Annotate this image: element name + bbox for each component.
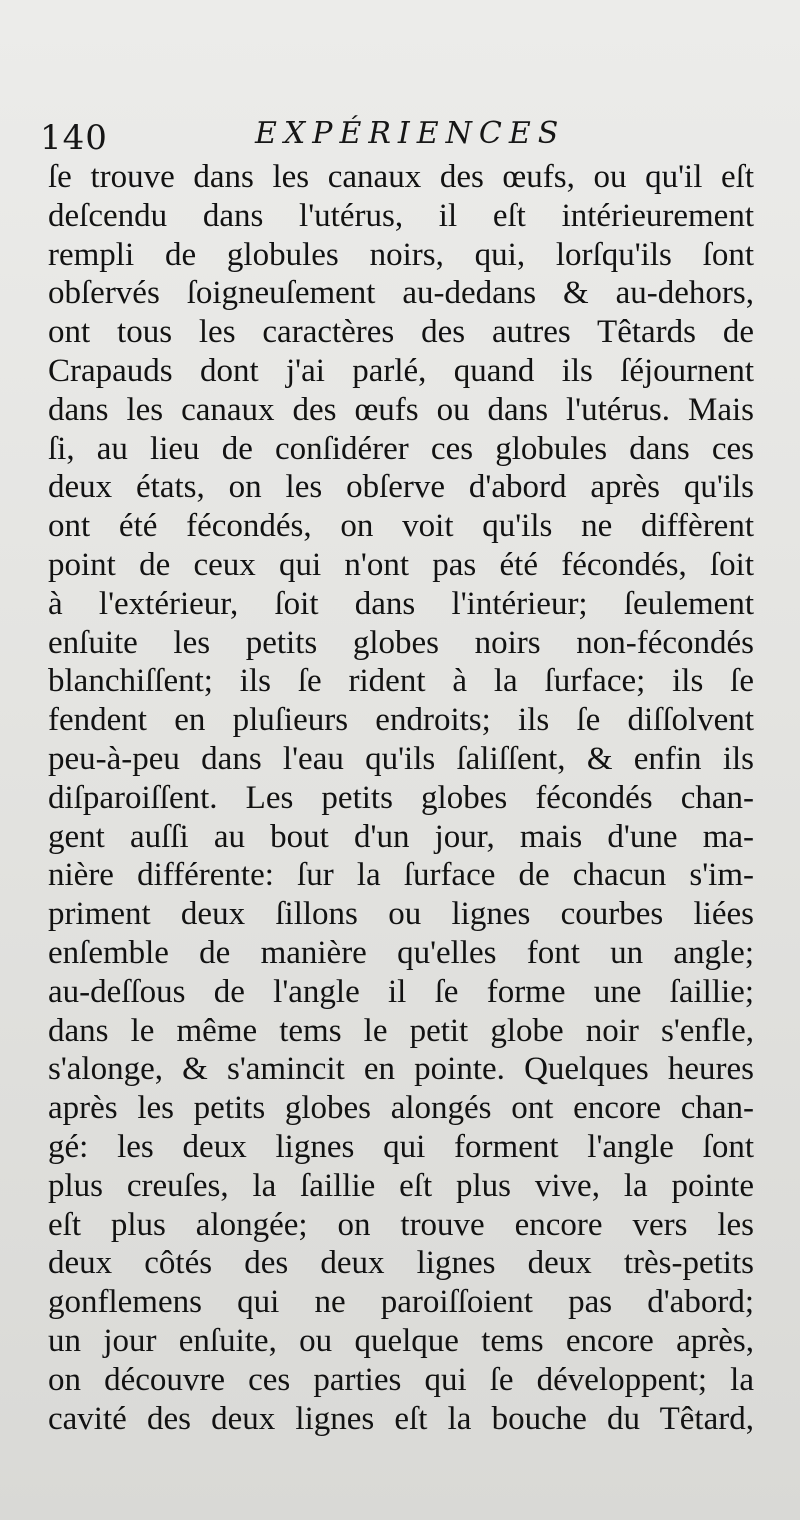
page-number: 140 [40,118,108,158]
text-line: eſt plus alongée; on trouve encore vers les [48,1206,754,1243]
text-line: deſcendu dans l'utérus, il eſt intérieurement [48,197,754,234]
text-line: on découvre ces parties qui ſe développent; la [48,1361,754,1398]
text-line: cavité des deux lignes eſt la bouche du Têtard, [48,1400,754,1437]
text-line: peu-à-peu dans l'eau qu'ils ſaliſſent, & enfin ils [48,741,754,777]
text-line: blanchiſſent; ils ſe rident à la ſurface; ils ſe [48,663,754,700]
text-line: point de ceux qui n'ont pas été fécondés, ſoit [48,547,754,583]
text-line: obſervés ſoigneuſement au-dedans & au-dehors, [48,275,754,312]
text-line: un jour enſuite, ou quelque tems encore après, [48,1323,754,1359]
text-line: Crapauds dont j'ai parlé, quand ils ſéjournent [48,353,754,389]
text-line: plus creuſes, la ſaillie eſt plus vive, la pointe [48,1167,754,1204]
text-line: deux états, on les obſerve d'abord après qu'ils [48,469,754,506]
text-line: dans les canaux des œufs ou dans l'utérus. Mais [48,391,754,428]
text-line: priment deux ſillons ou lignes courbes liées [48,896,754,933]
running-title: EXPÉRIENCES [255,116,566,151]
text-line: ont été fécondés, on voit qu'ils ne diffèrent [48,508,754,545]
text-line: deux côtés des deux lignes deux très-petits [48,1245,754,1282]
text-line: fendent en pluſieurs endroits; ils ſe diſſolvent [48,702,754,739]
text-line: enſemble de manière qu'elles font un angle; [48,935,754,971]
text-line: à l'extérieur, ſoit dans l'intérieur; ſeulement [48,585,754,622]
text-line: ſe trouve dans les canaux des œufs, ou qu'il eſt [48,159,754,195]
text-line: enſuite les petits globes noirs non-fécondés [48,624,754,661]
text-line: après les petits globes alongés ont encore chan- [48,1090,754,1127]
text-line: gonflemens qui ne paroiſſoient pas d'abord; [48,1284,754,1321]
text-line: ont tous les caractères des autres Têtards de [48,314,754,351]
text-line: au-deſſous de l'angle il ſe forme une ſaillie; [48,973,754,1010]
text-line: gent auſſi au bout d'un jour, mais d'une ma- [48,818,754,855]
text-line: nière différente: ſur la ſurface de chacun s'im- [48,857,754,894]
text-line: rempli de globules noirs, qui, lorſqu'ils ſont [48,236,754,273]
text-line: diſparoiſſent. Les petits globes fécondés chan- [48,779,754,816]
text-line: dans le même tems le petit globe noir s'enfle, [48,1012,754,1049]
page-header [40,112,760,162]
text-line: ſi, au lieu de conſidérer ces globules dans ces [48,430,754,467]
text-line: s'alonge, & s'amincit en pointe. Quelques heures [48,1051,754,1088]
text-line: gé: les deux lignes qui forment l'angle ſont [48,1129,754,1165]
